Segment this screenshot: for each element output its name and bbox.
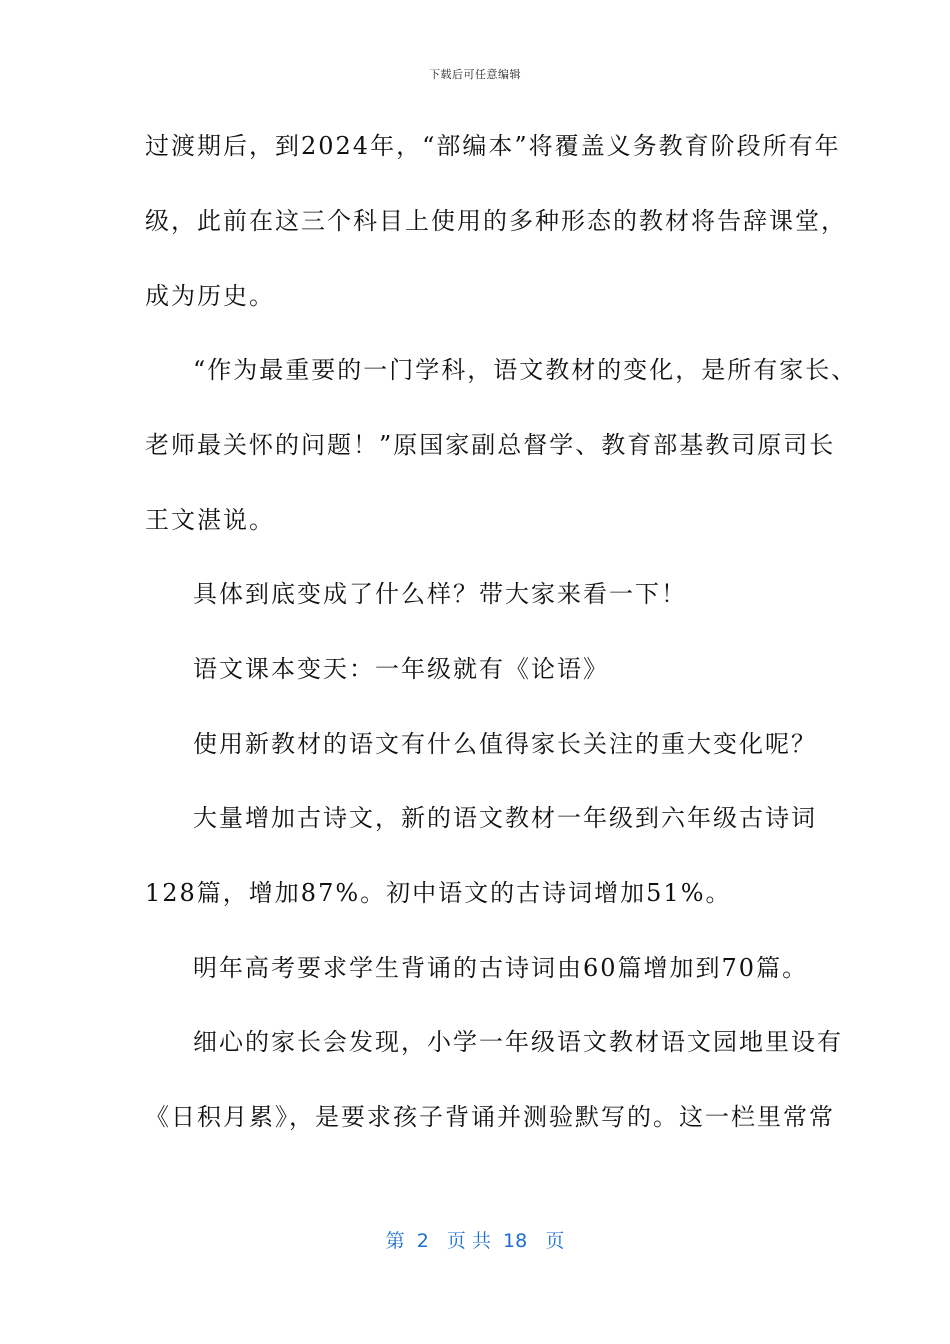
text-line: 具体到底变成了什么样？带大家来看一下！ (193, 580, 687, 608)
text-line: 《日积月累》，是要求孩子背诵并测验默写的。这一栏里常常 (145, 1103, 835, 1131)
text-line: 128篇，增加87%。初中语文的古诗词增加51%。 (145, 879, 732, 907)
text-line: 使用新教材的语文有什么值得家长关注的重大变化呢？ (193, 730, 817, 758)
text-line: 语文课本变天：一年级就有《论语》 (193, 655, 609, 683)
text-line: “作为最重要的一门学科，语文教材的变化，是所有家长、 (193, 356, 858, 384)
text-line: 王文湛说。 (145, 506, 275, 534)
page-number-footer: 第 2 页 共 18 页 (385, 1230, 565, 1252)
text-line: 成为历史。 (145, 282, 275, 310)
header-note: 下载后可任意编辑 (429, 68, 521, 81)
text-line: 大量增加古诗文，新的语文教材一年级到六年级古诗词 (193, 804, 817, 832)
text-line: 老师最关怀的问题！”原国家副总督学、教育部基教司原司长 (145, 431, 836, 459)
text-line: 过渡期后，到2024年，“部编本”将覆盖义务教育阶段所有年 (145, 132, 841, 160)
text-line: 细心的家长会发现，小学一年级语文教材语文园地里设有 (193, 1028, 843, 1056)
text-line: 明年高考要求学生背诵的古诗词由60篇增加到70篇。 (193, 954, 809, 982)
text-line: 级，此前在这三个科目上使用的多种形态的教材将告辞课堂， (145, 207, 847, 235)
